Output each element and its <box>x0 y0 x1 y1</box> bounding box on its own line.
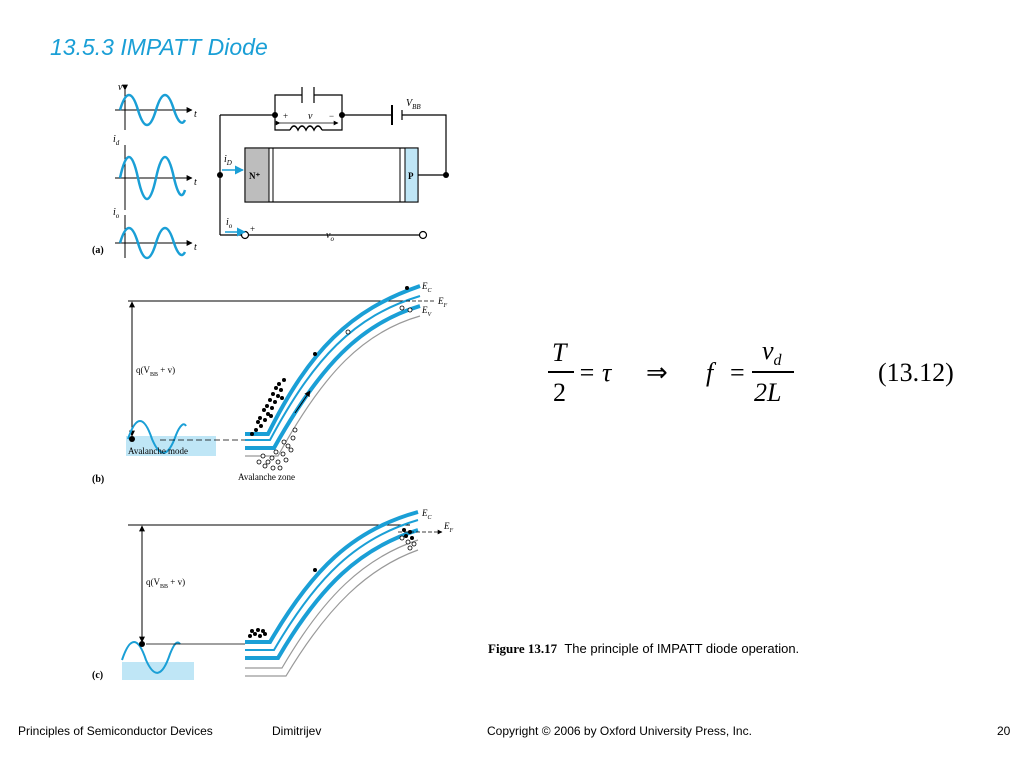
impatt-diode <box>245 148 418 202</box>
panel-c <box>92 508 454 681</box>
waveform-id-axis: $i_d$ <box>113 134 120 147</box>
eq-numerator-right: $v_d$ <box>762 336 782 370</box>
waveform-v-time: t <box>194 109 197 120</box>
output-terminal-right <box>420 232 427 239</box>
node-dot <box>443 172 449 178</box>
figure-caption-label: Figure 13.17 <box>488 641 558 656</box>
page-title: 13.5.3 IMPATT Diode <box>50 34 268 60</box>
node-dot <box>217 172 223 178</box>
output-plus: + <box>250 224 256 234</box>
panel-c-ef-label: $E_F$ <box>444 521 454 534</box>
impatt-figure-svg <box>80 70 480 690</box>
tank-minus: − <box>329 111 335 121</box>
panel-b-ef-label: $E_F$ <box>438 296 448 309</box>
eq-equals-tau: = τ <box>578 358 612 387</box>
waveform-io <box>113 207 197 258</box>
output-voltage-label: $v_o$ <box>326 230 334 243</box>
panel-a-label: (a) <box>92 245 104 256</box>
panel-b-ec-label: $E_C$ <box>422 281 432 294</box>
supply-label: $V_{BB}$ <box>406 98 421 111</box>
avalanche-mode-label: Avalanche mode <box>128 446 189 456</box>
figure-caption <box>488 641 799 657</box>
panel-c-band-ec <box>245 512 418 642</box>
current-out-label: $i_o$ <box>226 217 233 230</box>
panel-c-ec-label: $E_C$ <box>422 508 432 521</box>
waveform-id <box>113 134 197 210</box>
figure-caption-text: The principle of IMPATT diode operation. <box>564 641 800 656</box>
current-in-label: $i_D$ <box>224 154 232 167</box>
eq-denominator-left: 2 <box>553 378 566 407</box>
footer-copyright: Copyright © 2006 by Oxford University Press, Inc. <box>487 724 752 738</box>
waveform-id-time: t <box>194 177 197 188</box>
avalanche-holes <box>257 306 412 470</box>
panel-c-region <box>122 662 194 680</box>
panel-c-label: (c) <box>92 670 104 681</box>
eq-fraction-bar-left <box>548 371 574 373</box>
tank-voltage: v <box>308 111 313 122</box>
panel-b-label: (b) <box>92 474 105 485</box>
node-dot <box>272 112 278 118</box>
eq-numerator-left: T <box>552 338 567 367</box>
waveform-io-axis: $i_o$ <box>113 207 120 220</box>
footer-author: Dimitrijev <box>272 724 322 738</box>
panel-b <box>92 281 448 485</box>
waveform-io-time: t <box>194 242 197 253</box>
panel-c-energy: $q(V_{BB} + v)$ <box>146 577 186 590</box>
tank-plus: + <box>283 111 289 121</box>
impatt-figure <box>80 70 480 690</box>
eq-implies: ⇒ <box>646 358 668 387</box>
eq-denominator-right: 2L <box>754 378 782 407</box>
panel-b-energy: $q(V_{BB} + v)$ <box>136 365 176 378</box>
node-dot <box>339 112 345 118</box>
p-label: P <box>408 171 414 181</box>
footer-page-number: 20 <box>997 724 1011 738</box>
equation-13-12 <box>540 338 980 418</box>
waveform-v <box>115 82 197 130</box>
waveform-v-axis: v <box>118 82 123 93</box>
avalanche-zone-label: Avalanche zone <box>238 472 296 482</box>
eq-f: f <box>706 358 714 387</box>
avalanche-electrons <box>250 286 409 436</box>
n-plus-label: N⁺ <box>249 171 261 181</box>
eq-fraction-bar-right <box>752 371 794 373</box>
eq-equals: = <box>730 358 745 387</box>
footer-course: Principles of Semiconductor Devices <box>18 724 213 738</box>
eq-number: (13.12) <box>878 358 954 387</box>
panel-b-ev-label: $E_V$ <box>422 305 432 318</box>
